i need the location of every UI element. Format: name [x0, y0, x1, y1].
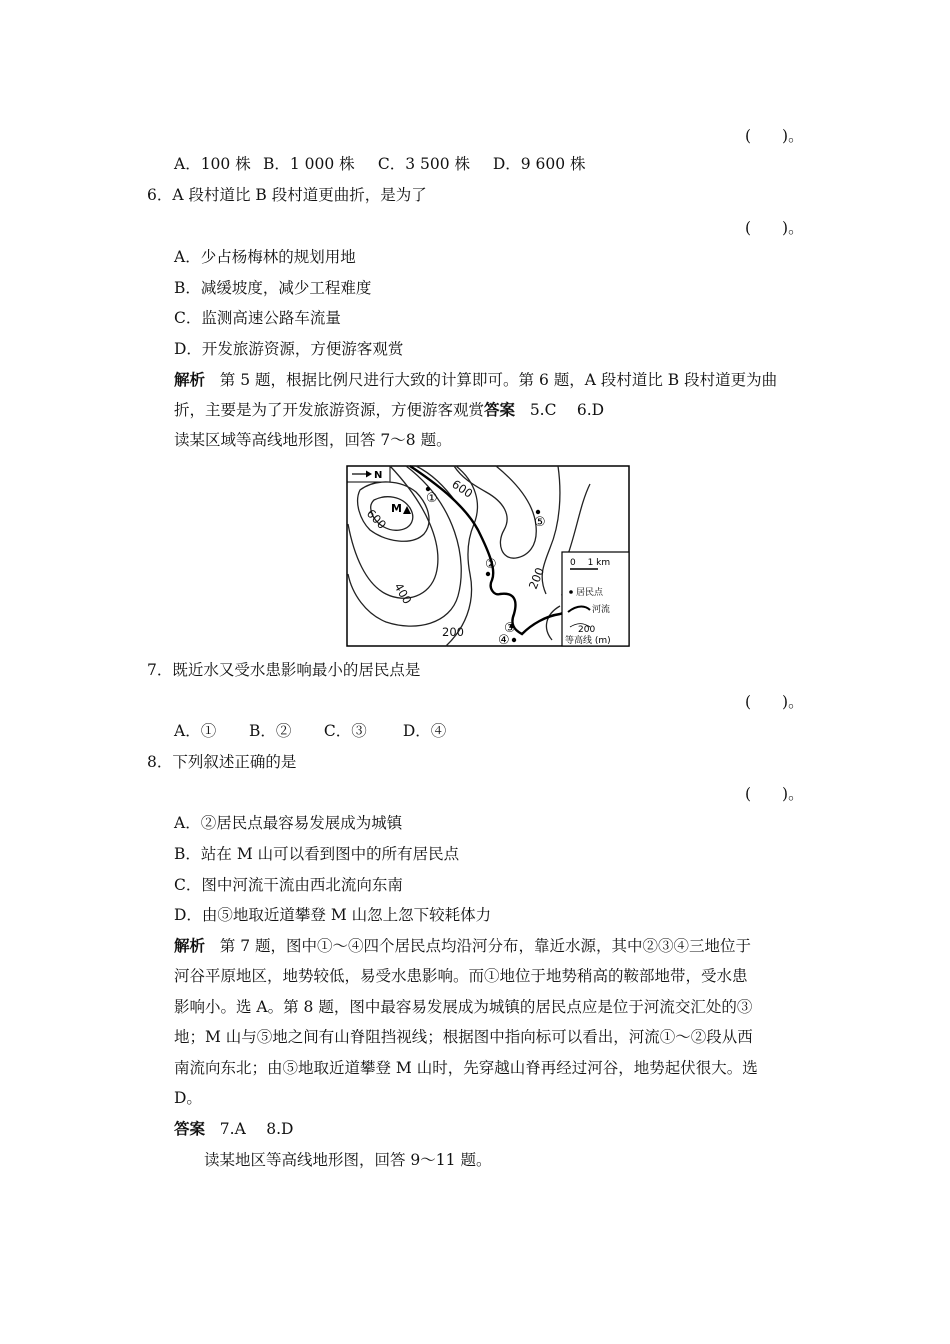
q7-stem: 7．既近水又受水患影响最小的居民点是 [147, 661, 421, 679]
contour-label: 200 [442, 625, 464, 639]
analysis-text: 折，主要是为了开发旅游资源，方便游客观赏 [174, 401, 485, 419]
settlement-label-3: ③ [504, 621, 516, 636]
contour-label: 600 [363, 506, 390, 532]
q7-option-c: C．③ [323, 722, 367, 740]
analysis-78-line5: 南流向东北；由⑤地取近道攀登 M 山时，先穿越山脊再经过河谷，地势起伏很大。选 [174, 1059, 758, 1077]
answer-label: 答案 [484, 401, 516, 419]
q6-answer-bracket: ( )。 [745, 219, 804, 237]
answer-text: 7.A 8.D [219, 1120, 294, 1138]
settlement-label-5: ⑤ [534, 515, 546, 530]
analysis-78-line6: D。 [174, 1089, 202, 1107]
settlement-dot-icon [512, 638, 516, 642]
q6-option-c: C．监测高速公路车流量 [174, 309, 341, 327]
legend-settlement-icon [569, 590, 573, 594]
q7-options [174, 721, 446, 741]
contour-label: 600 [449, 476, 476, 501]
intro-7-8: 读某区域等高线地形图，回答 7～8 题。 [174, 431, 452, 449]
answer-text: 5.C 6.D [529, 401, 605, 419]
analysis-56-line2 [174, 400, 604, 420]
settlement-label-1: ① [426, 491, 438, 506]
answer-label: 答案 [174, 1120, 206, 1138]
q5-option-a: A．100 株 [174, 155, 251, 173]
legend-contour-value: 200 [578, 625, 596, 635]
legend-scale-label: 0 1 km [570, 558, 611, 568]
contour-label: 400 [391, 580, 415, 607]
settlement-label-2: ② [485, 557, 497, 572]
q8-option-d: D．由⑤地取近道攀登 M 山忽上忽下较耗体力 [174, 906, 492, 924]
mountain-label: M [391, 502, 402, 515]
q8-option-b: B．站在 M 山可以看到图中的所有居民点 [174, 845, 460, 863]
answer-78 [174, 1119, 293, 1139]
analysis-78-line3: 影响小。选 A。第 8 题，图中最容易发展成为城镇的居民点应是位于河流交汇处的③ [174, 998, 753, 1016]
legend-river-label: 河流 [592, 605, 611, 615]
q5-option-b: B．1 000 株 [262, 155, 355, 173]
q6-option-a: A．少占杨梅林的规划用地 [174, 248, 356, 266]
q6-stem: 6．A 段村道比 B 段村道更曲折，是为了 [147, 186, 427, 204]
analysis-label: 解析 [174, 937, 206, 955]
intro-9-11: 读某地区等高线地形图，回答 9～11 题。 [204, 1151, 492, 1169]
analysis-label: 解析 [174, 371, 206, 389]
q5-answer-bracket: ( )。 [745, 127, 804, 145]
q7-option-d: D．④ [402, 722, 447, 740]
analysis-78-line2: 河谷平原地区，地势较低，易受水患影响。而①地位于地势稍高的鞍部地带，受水患 [174, 967, 748, 985]
q7-option-b: B．② [248, 722, 292, 740]
q8-stem: 8．下列叙述正确的是 [147, 753, 297, 771]
analysis-78-line4: 地；M 山与⑤地之间有山脊阻挡视线；根据图中指向标可以看出，河流①～②段从西 [174, 1028, 753, 1046]
q5-option-d: D．9 600 株 [492, 155, 586, 173]
legend-contour-label: 等高线 (m) [565, 636, 611, 646]
contour-map [346, 464, 630, 648]
settlement-dot-icon [536, 510, 540, 514]
q5-options [174, 154, 586, 174]
q6-option-b: B．减缓坡度，减少工程难度 [174, 279, 372, 297]
q8-option-a: A．②居民点最容易发展成为城镇 [174, 814, 403, 832]
analysis-text: 第 7 题，图中①～④四个居民点均沿河分布，靠近水源，其中②③④三地位于 [219, 937, 752, 955]
q6-option-d: D．开发旅游资源，方便游客观赏 [174, 340, 404, 358]
contour-label: 200 [525, 565, 548, 592]
q8-option-c: C．图中河流干流由西北流向东南 [174, 876, 403, 894]
settlement-label-4: ④ [498, 633, 510, 648]
analysis-78-line1 [174, 936, 751, 956]
q8-answer-bracket: ( )。 [745, 785, 804, 803]
analysis-56-line1 [174, 370, 777, 390]
settlement-dot-icon [486, 572, 490, 576]
q5-option-c: C．3 500 株 [377, 155, 471, 173]
q7-answer-bracket: ( )。 [745, 693, 804, 711]
legend-settlement-label: 居民点 [576, 588, 604, 598]
north-label: N [374, 470, 383, 481]
analysis-text: 第 5 题，根据比例尺进行大致的计算即可。第 6 题，A 段村道比 B 段村道更为曲 [219, 371, 778, 389]
q7-option-a: A．① [174, 722, 217, 740]
